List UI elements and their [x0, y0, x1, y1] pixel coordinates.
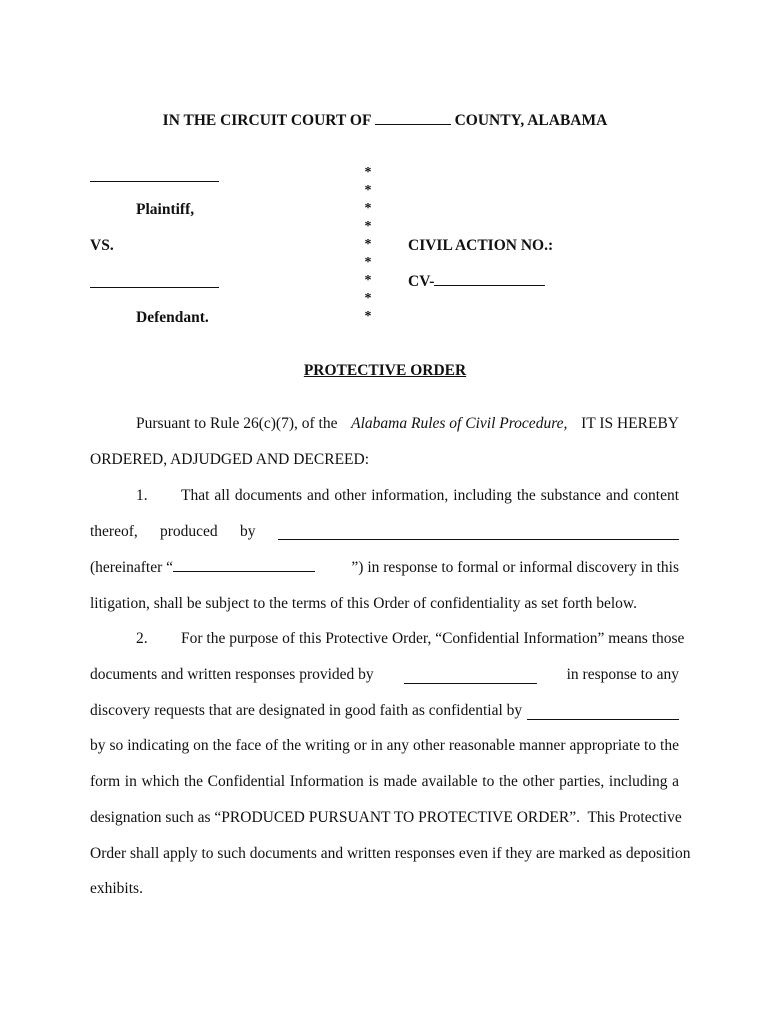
defendant-name-blank[interactable]	[90, 271, 219, 293]
paragraph-2-line-7: Order shall apply to such documents and written responses even if they are marked as deposition	[90, 845, 691, 862]
paragraph-2-line-3	[90, 702, 679, 720]
paragraph-1-word: by	[240, 523, 256, 540]
plaintiff-label: Plaintiff,	[136, 201, 195, 218]
short-name-blank[interactable]	[173, 571, 315, 572]
county-blank[interactable]	[375, 124, 451, 125]
paragraph-2-line-8: exhibits.	[90, 880, 143, 897]
paragraph-2-text: discovery requests that are designated in good faith as confidential by	[90, 702, 523, 719]
paragraph-2-line-6: designation such as “PRODUCED PURSUANT TO PROTECTIVE ORDER”. This Protective	[90, 809, 682, 826]
preamble-text: Pursuant to Rule 26(c)(7), of the	[136, 415, 338, 432]
order-title: PROTECTIVE ORDER	[303, 362, 467, 379]
caption-star: *	[364, 201, 372, 216]
rules-citation: Alabama Rules of Civil Procedure,	[351, 415, 568, 432]
defendant-label: Defendant.	[136, 309, 209, 326]
case-number-blank[interactable]	[434, 285, 545, 286]
paragraph-1-line-1: That all documents and other information, including the substance and content	[181, 487, 679, 504]
caption-star: *	[364, 309, 372, 324]
court-heading	[0, 112, 770, 130]
court-heading-suffix: COUNTY, ALABAMA	[454, 112, 608, 129]
paragraph-1-text: ”) in response to formal or informal discovery in this	[351, 559, 679, 576]
preamble-text: IT IS HEREBY	[581, 415, 679, 432]
paragraph-1-word: thereof,	[90, 523, 138, 540]
paragraph-1-text: (hereinafter “	[90, 559, 315, 577]
designating-party-blank[interactable]	[527, 702, 679, 720]
case-number-line	[408, 273, 545, 291]
civil-action-label: CIVIL ACTION NO.:	[408, 237, 554, 254]
caption-star: *	[364, 273, 372, 288]
caption-star: *	[364, 291, 372, 306]
paragraph-2-line-2	[90, 666, 679, 684]
caption-star: *	[364, 183, 372, 198]
paragraph-1-line-3	[90, 559, 679, 577]
paragraph-1-number: 1.	[136, 487, 148, 504]
producing-party-blank[interactable]	[278, 523, 679, 545]
court-heading-prefix: IN THE CIRCUIT COURT OF	[162, 112, 371, 129]
paragraph-2-line-1: For the purpose of this Protective Order, “Confidential Information” means those	[181, 630, 685, 647]
caption-star: *	[364, 219, 372, 234]
paragraph-1-word: produced	[160, 523, 218, 540]
paragraph-2-text: documents and written responses provided by	[90, 666, 374, 683]
versus-label: VS.	[90, 237, 114, 254]
cv-prefix: CV-	[408, 273, 435, 290]
preamble-line-1	[136, 415, 679, 433]
paragraph-2-text: in response to any	[566, 666, 679, 683]
caption-star: *	[364, 237, 372, 252]
paragraph-2-line-4: by so indicating on the face of the writing or in any other reasonable manner appropriate to the	[90, 737, 679, 754]
paragraph-2-number: 2.	[136, 630, 148, 647]
caption-star: *	[364, 255, 372, 270]
caption-star: *	[364, 165, 372, 180]
plaintiff-name-blank[interactable]	[90, 165, 219, 187]
paragraph-1-line-4: litigation, shall be subject to the terms of this Order of confidentiality as set forth below.	[90, 595, 637, 612]
preamble-line-2: ORDERED, ADJUDGED AND DECREED:	[90, 451, 369, 468]
providing-party-blank[interactable]	[404, 666, 537, 684]
paragraph-2-line-5: form in which the Confidential Information is made available to the other parties, including a	[90, 773, 679, 790]
